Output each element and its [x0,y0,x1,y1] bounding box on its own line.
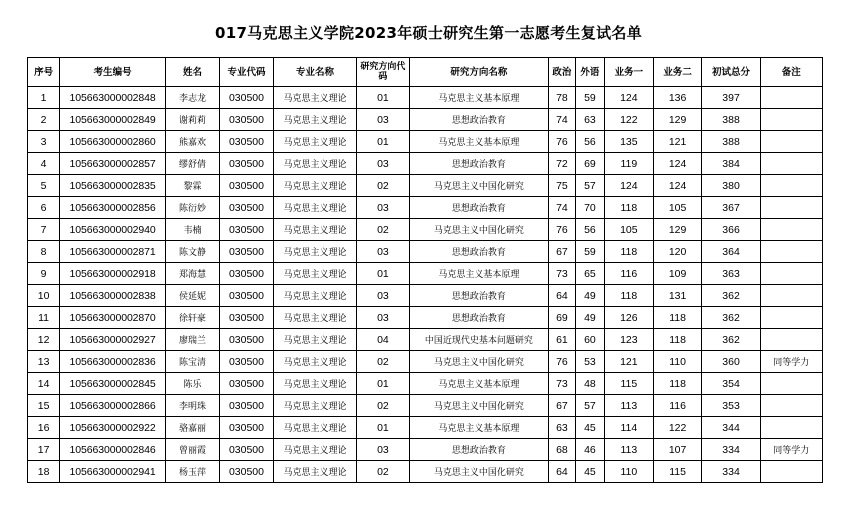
cell-exam-no: 105663000002846 [60,439,166,461]
cell-total-score: 344 [702,417,760,439]
cell-major-code: 030500 [219,373,273,395]
cell-seq: 5 [28,175,60,197]
cell-exam-no: 105663000002941 [60,461,166,483]
cell-subject-two: 118 [653,307,702,329]
cell-direction-code: 02 [356,351,409,373]
cell-name: 曾丽霞 [166,439,220,461]
cell-direction-name: 马克思主义中国化研究 [409,351,548,373]
cell-remark [760,373,822,395]
cell-exam-no: 105663000002845 [60,373,166,395]
cell-total-score: 364 [702,241,760,263]
cell-politics: 78 [548,87,575,109]
cell-direction-name: 马克思主义中国化研究 [409,175,548,197]
cell-subject-one: 135 [604,131,653,153]
cell-foreign-language: 69 [575,153,604,175]
table-row [28,87,823,109]
table-row [28,307,823,329]
cell-seq: 14 [28,373,60,395]
table-row [28,417,823,439]
cell-direction-name: 马克思主义基本原理 [409,417,548,439]
col-header-major-code: 专业代码 [219,58,273,87]
table-row [28,263,823,285]
cell-subject-two: 122 [653,417,702,439]
cell-politics: 67 [548,241,575,263]
cell-major-name: 马克思主义理论 [273,175,356,197]
cell-total-score: 388 [702,131,760,153]
cell-major-name: 马克思主义理论 [273,439,356,461]
cell-politics: 69 [548,307,575,329]
cell-direction-code: 03 [356,307,409,329]
cell-exam-no: 105663000002860 [60,131,166,153]
document-title: 017马克思主义学院2023年硕士研究生第一志愿考生复试名单 [214,24,643,42]
cell-subject-one: 124 [604,175,653,197]
cell-subject-two: 115 [653,461,702,483]
cell-subject-two: 105 [653,197,702,219]
cell-seq: 18 [28,461,60,483]
cell-remark [760,417,822,439]
cell-total-score: 353 [702,395,760,417]
cell-major-code: 030500 [219,417,273,439]
cell-foreign-language: 53 [575,351,604,373]
cell-name: 侯延妮 [166,285,220,307]
cell-direction-name: 马克思主义中国化研究 [409,219,548,241]
cell-major-code: 030500 [219,351,273,373]
cell-major-code: 030500 [219,153,273,175]
cell-major-name: 马克思主义理论 [273,285,356,307]
cell-name: 韦楠 [166,219,220,241]
cell-total-score: 354 [702,373,760,395]
cell-total-score: 380 [702,175,760,197]
cell-major-code: 030500 [219,219,273,241]
cell-total-score: 367 [702,197,760,219]
cell-subject-one: 115 [604,373,653,395]
cell-direction-name: 思想政治教育 [409,307,548,329]
cell-major-name: 马克思主义理论 [273,197,356,219]
cell-major-code: 030500 [219,87,273,109]
table-row [28,153,823,175]
cell-foreign-language: 45 [575,461,604,483]
cell-direction-code: 03 [356,197,409,219]
cell-foreign-language: 59 [575,241,604,263]
cell-seq: 2 [28,109,60,131]
table-row [28,219,823,241]
cell-remark [760,109,822,131]
cell-foreign-language: 65 [575,263,604,285]
cell-foreign-language: 56 [575,131,604,153]
cell-total-score: 363 [702,263,760,285]
cell-name: 熊嘉欢 [166,131,220,153]
cell-subject-two: 118 [653,373,702,395]
cell-exam-no: 105663000002927 [60,329,166,351]
cell-subject-two: 129 [653,219,702,241]
cell-foreign-language: 63 [575,109,604,131]
cell-major-code: 030500 [219,131,273,153]
cell-foreign-language: 57 [575,175,604,197]
cell-major-code: 030500 [219,461,273,483]
cell-foreign-language: 60 [575,329,604,351]
cell-major-name: 马克思主义理论 [273,417,356,439]
col-header-name: 姓名 [166,58,220,87]
cell-direction-code: 01 [356,131,409,153]
cell-foreign-language: 49 [575,285,604,307]
cell-direction-name: 思想政治教育 [409,439,548,461]
cell-remark [760,461,822,483]
cell-seq: 8 [28,241,60,263]
cell-remark [760,197,822,219]
cell-politics: 63 [548,417,575,439]
cell-subject-one: 110 [604,461,653,483]
cell-name: 陈衍妙 [166,197,220,219]
cell-foreign-language: 57 [575,395,604,417]
cell-subject-one: 105 [604,219,653,241]
cell-direction-code: 02 [356,395,409,417]
cell-seq: 12 [28,329,60,351]
cell-name: 李志龙 [166,87,220,109]
col-header-foreign-language: 外语 [575,58,604,87]
cell-subject-two: 121 [653,131,702,153]
cell-subject-one: 124 [604,87,653,109]
cell-major-code: 030500 [219,263,273,285]
col-header-total-score: 初试总分 [702,58,760,87]
cell-direction-name: 马克思主义基本原理 [409,87,548,109]
cell-total-score: 388 [702,109,760,131]
cell-major-name: 马克思主义理论 [273,329,356,351]
cell-politics: 76 [548,219,575,241]
cell-direction-name: 马克思主义基本原理 [409,373,548,395]
cell-remark [760,153,822,175]
cell-exam-no: 105663000002848 [60,87,166,109]
cell-subject-one: 121 [604,351,653,373]
cell-direction-code: 03 [356,109,409,131]
cell-total-score: 366 [702,219,760,241]
cell-subject-one: 126 [604,307,653,329]
table-body [28,87,823,483]
cell-seq: 15 [28,395,60,417]
cell-direction-name: 中国近现代史基本问题研究 [409,329,548,351]
cell-foreign-language: 48 [575,373,604,395]
cell-subject-one: 119 [604,153,653,175]
table-row [28,175,823,197]
cell-politics: 74 [548,109,575,131]
cell-direction-code: 02 [356,461,409,483]
cell-major-name: 马克思主义理论 [273,395,356,417]
cell-seq: 9 [28,263,60,285]
cell-foreign-language: 56 [575,219,604,241]
cell-remark [760,263,822,285]
cell-exam-no: 105663000002940 [60,219,166,241]
cell-politics: 72 [548,153,575,175]
cell-name: 黎霖 [166,175,220,197]
cell-major-code: 030500 [219,329,273,351]
cell-subject-two: 120 [653,241,702,263]
cell-major-code: 030500 [219,197,273,219]
cell-name: 廖瑞兰 [166,329,220,351]
cell-remark [760,87,822,109]
cell-remark [760,175,822,197]
cell-foreign-language: 59 [575,87,604,109]
cell-total-score: 384 [702,153,760,175]
cell-major-name: 马克思主义理论 [273,109,356,131]
cell-exam-no: 105663000002849 [60,109,166,131]
cell-direction-name: 马克思主义中国化研究 [409,395,548,417]
table-header-row [28,58,823,87]
cell-exam-no: 105663000002922 [60,417,166,439]
cell-subject-two: 131 [653,285,702,307]
cell-name: 徐轩豪 [166,307,220,329]
cell-total-score: 334 [702,439,760,461]
cell-major-name: 马克思主义理论 [273,219,356,241]
cell-major-name: 马克思主义理论 [273,153,356,175]
cell-foreign-language: 46 [575,439,604,461]
cell-total-score: 362 [702,307,760,329]
cell-major-name: 马克思主义理论 [273,351,356,373]
table-row [28,285,823,307]
cell-subject-one: 122 [604,109,653,131]
cell-major-name: 马克思主义理论 [273,307,356,329]
cell-politics: 68 [548,439,575,461]
cell-seq: 16 [28,417,60,439]
cell-major-code: 030500 [219,241,273,263]
cell-seq: 13 [28,351,60,373]
cell-major-name: 马克思主义理论 [273,87,356,109]
cell-subject-two: 124 [653,153,702,175]
cell-politics: 67 [548,395,575,417]
cell-direction-name: 思想政治教育 [409,109,548,131]
cell-name: 缪舒倩 [166,153,220,175]
cell-subject-one: 114 [604,417,653,439]
cell-major-name: 马克思主义理论 [273,461,356,483]
cell-direction-code: 04 [356,329,409,351]
cell-remark [760,329,822,351]
cell-name: 李明珠 [166,395,220,417]
cell-name: 陈乐 [166,373,220,395]
cell-major-code: 030500 [219,395,273,417]
table-row [28,439,823,461]
cell-major-code: 030500 [219,285,273,307]
cell-foreign-language: 45 [575,417,604,439]
col-header-major-name: 专业名称 [273,58,356,87]
cell-direction-code: 03 [356,285,409,307]
cell-direction-code: 02 [356,219,409,241]
cell-direction-code: 01 [356,263,409,285]
cell-remark [760,307,822,329]
cell-name: 骆嘉丽 [166,417,220,439]
cell-foreign-language: 49 [575,307,604,329]
col-header-direction-name: 研究方向名称 [409,58,548,87]
cell-name: 陈宝清 [166,351,220,373]
table-row [28,131,823,153]
cell-politics: 76 [548,131,575,153]
cell-subject-two: 129 [653,109,702,131]
cell-subject-two: 109 [653,263,702,285]
cell-direction-code: 03 [356,153,409,175]
cell-name: 陈文静 [166,241,220,263]
cell-direction-code: 03 [356,241,409,263]
cell-direction-name: 思想政治教育 [409,197,548,219]
cell-remark [760,219,822,241]
cell-politics: 74 [548,197,575,219]
cell-total-score: 334 [702,461,760,483]
cell-subject-one: 123 [604,329,653,351]
cell-subject-one: 118 [604,285,653,307]
col-header-direction-code: 研究方向代码 [356,58,409,87]
cell-subject-two: 136 [653,87,702,109]
cell-exam-no: 105663000002856 [60,197,166,219]
cell-seq: 6 [28,197,60,219]
cell-politics: 73 [548,263,575,285]
cell-direction-name: 马克思主义中国化研究 [409,461,548,483]
col-header-remark: 备注 [760,58,822,87]
cell-subject-two: 116 [653,395,702,417]
cell-total-score: 397 [702,87,760,109]
cell-direction-code: 02 [356,175,409,197]
cell-seq: 7 [28,219,60,241]
cell-remark [760,241,822,263]
cell-direction-name: 马克思主义基本原理 [409,263,548,285]
col-header-subject-one: 业务一 [604,58,653,87]
cell-name: 谢莉莉 [166,109,220,131]
cell-major-name: 马克思主义理论 [273,373,356,395]
cell-politics: 61 [548,329,575,351]
cell-foreign-language: 70 [575,197,604,219]
cell-direction-name: 思想政治教育 [409,241,548,263]
cell-direction-name: 思想政治教育 [409,285,548,307]
cell-subject-one: 118 [604,241,653,263]
cell-major-name: 马克思主义理论 [273,131,356,153]
cell-seq: 3 [28,131,60,153]
cell-exam-no: 105663000002866 [60,395,166,417]
cell-direction-name: 马克思主义基本原理 [409,131,548,153]
candidate-table [27,57,823,483]
cell-major-code: 030500 [219,439,273,461]
cell-remark [760,131,822,153]
cell-total-score: 362 [702,285,760,307]
table-row [28,197,823,219]
cell-exam-no: 105663000002838 [60,285,166,307]
cell-seq: 10 [28,285,60,307]
cell-name: 杨玉萍 [166,461,220,483]
cell-total-score: 362 [702,329,760,351]
cell-seq: 17 [28,439,60,461]
table-row [28,461,823,483]
cell-remark: 同等学力 [760,351,822,373]
cell-seq: 1 [28,87,60,109]
cell-remark [760,285,822,307]
cell-politics: 75 [548,175,575,197]
cell-exam-no: 105663000002836 [60,351,166,373]
cell-subject-one: 113 [604,439,653,461]
cell-subject-two: 124 [653,175,702,197]
col-header-subject-two: 业务二 [653,58,702,87]
cell-politics: 76 [548,351,575,373]
cell-exam-no: 105663000002870 [60,307,166,329]
cell-politics: 64 [548,461,575,483]
cell-major-code: 030500 [219,109,273,131]
cell-major-code: 030500 [219,175,273,197]
table-row [28,329,823,351]
cell-remark: 同等学力 [760,439,822,461]
cell-name: 郑海慧 [166,263,220,285]
cell-exam-no: 105663000002871 [60,241,166,263]
cell-subject-two: 107 [653,439,702,461]
cell-exam-no: 105663000002857 [60,153,166,175]
cell-remark [760,395,822,417]
cell-exam-no: 105663000002918 [60,263,166,285]
cell-direction-name: 思想政治教育 [409,153,548,175]
table-row [28,241,823,263]
cell-seq: 4 [28,153,60,175]
table-row [28,395,823,417]
cell-subject-two: 110 [653,351,702,373]
cell-subject-one: 116 [604,263,653,285]
cell-politics: 73 [548,373,575,395]
col-header-exam-no: 考生编号 [60,58,166,87]
cell-direction-code: 01 [356,373,409,395]
cell-major-name: 马克思主义理论 [273,241,356,263]
cell-direction-code: 01 [356,417,409,439]
cell-direction-code: 01 [356,87,409,109]
table-row [28,351,823,373]
col-header-seq: 序号 [28,58,60,87]
cell-total-score: 360 [702,351,760,373]
col-header-politics: 政治 [548,58,575,87]
cell-politics: 64 [548,285,575,307]
cell-seq: 11 [28,307,60,329]
table-row [28,373,823,395]
cell-major-name: 马克思主义理论 [273,263,356,285]
cell-subject-one: 118 [604,197,653,219]
cell-exam-no: 105663000002835 [60,175,166,197]
cell-major-code: 030500 [219,307,273,329]
cell-subject-two: 118 [653,329,702,351]
cell-subject-one: 113 [604,395,653,417]
table-row [28,109,823,131]
cell-direction-code: 03 [356,439,409,461]
